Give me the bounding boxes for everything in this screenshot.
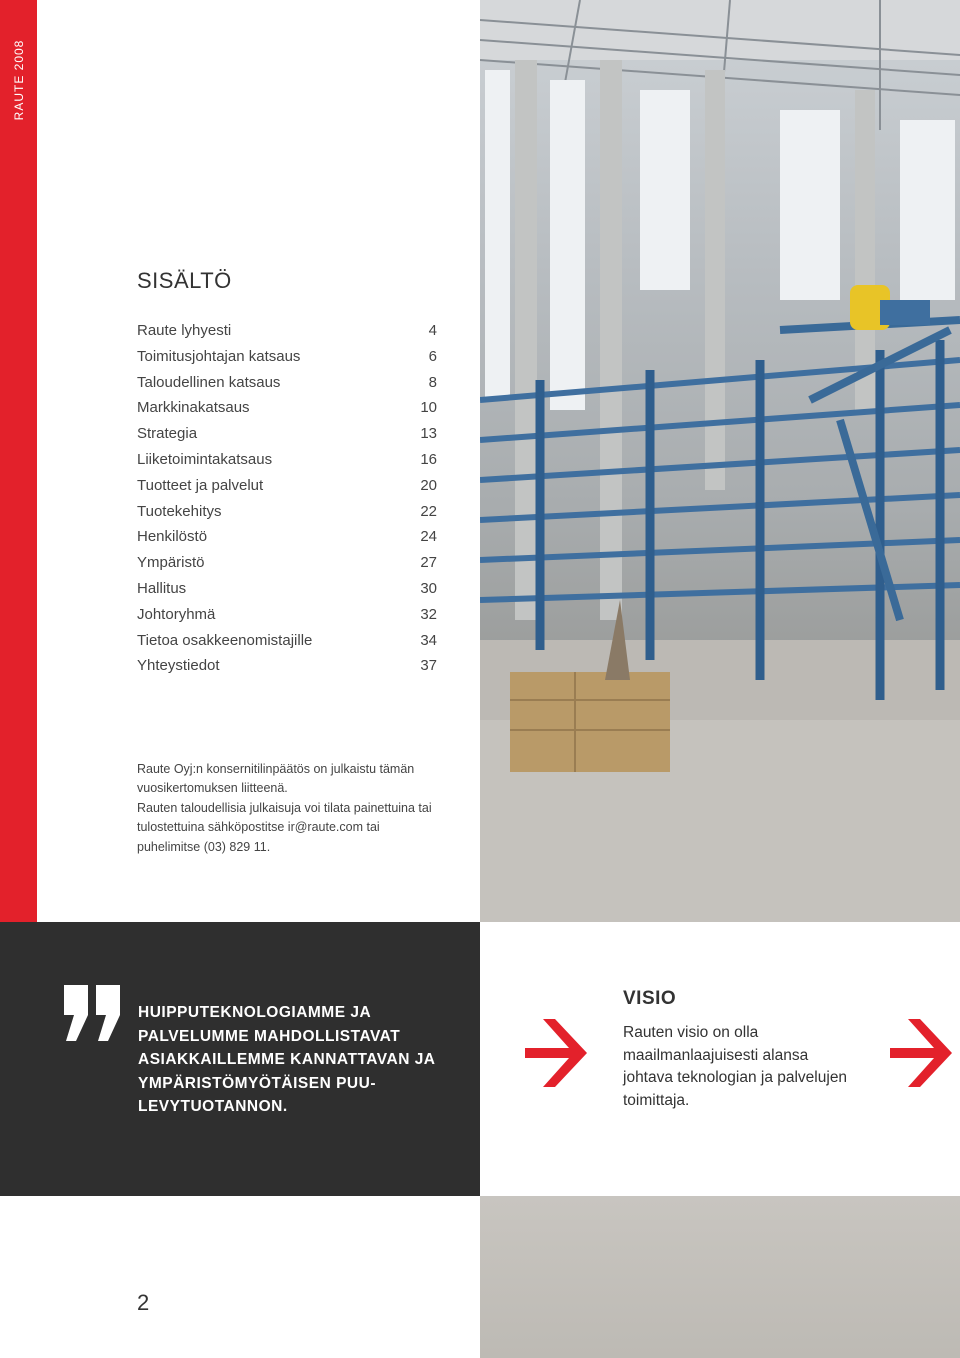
toc-item-label: Tuotteet ja palvelut	[137, 476, 264, 494]
toc-item-page: 30	[420, 579, 437, 597]
toc-item-label: Ympäristö	[137, 554, 205, 572]
toc-item-label: Hallitus	[137, 579, 187, 597]
toc-item-page: 16	[420, 450, 437, 468]
toc-item-label: Henkilöstö	[137, 528, 208, 546]
toc-item[interactable]	[137, 524, 437, 550]
toc-list	[137, 318, 437, 679]
toc-item-page: 37	[420, 657, 437, 675]
toc-item-page: 10	[420, 399, 437, 417]
toc-item[interactable]	[137, 550, 437, 576]
toc-item-page: 13	[420, 425, 437, 443]
toc-item-page: 6	[428, 347, 437, 365]
toc-item-page: 24	[420, 528, 437, 546]
toc-item-page: 32	[420, 605, 437, 623]
factory-illustration	[480, 0, 960, 922]
toc-item[interactable]	[137, 447, 437, 473]
toc-item-page: 22	[420, 502, 437, 520]
toc-title: SISÄLTÖ	[137, 268, 232, 293]
toc-item-label: Markkinakatsaus	[137, 399, 250, 417]
toc-item[interactable]	[137, 318, 437, 344]
arrow-right-icon	[525, 1015, 591, 1091]
toc-item-label: Tietoa osakkeenomistajille	[137, 631, 313, 649]
vision-text: Rauten visio on olla maailmanlaajuisesti alansa johtava teknologian ja palvelujen toimittaja.	[623, 1024, 848, 1109]
vision-title: VISIO	[623, 988, 677, 1009]
toc-item-label: Tuotekehitys	[137, 502, 222, 520]
toc-item[interactable]	[137, 499, 437, 525]
factory-photo	[480, 0, 960, 922]
toc-item-label: Raute lyhyesti	[137, 322, 232, 339]
toc-item[interactable]	[137, 473, 437, 499]
toc-item-label: Taloudellinen katsaus	[137, 373, 281, 391]
photo-floor	[480, 1196, 960, 1358]
note-line-2: Rauten taloudellisia julkaisuja voi tilata painettuina tai tulostettuina sähköpostitse ir@raute.com tai puhelimitse (03) 829 11.	[137, 800, 432, 854]
toc-item[interactable]	[137, 421, 437, 447]
publication-note	[137, 760, 437, 857]
toc-item[interactable]	[137, 395, 437, 421]
arrow-right-icon	[890, 1015, 960, 1091]
side-strip	[0, 0, 37, 922]
toc-item-label: Johtoryhmä	[137, 605, 216, 623]
page-number: 2	[137, 1290, 150, 1315]
toc-item[interactable]	[137, 602, 437, 628]
side-label: RAUTE 2008	[11, 39, 26, 121]
toc-item-page: 8	[428, 373, 437, 391]
toc-item-label: Strategia	[137, 425, 198, 443]
toc-item[interactable]	[137, 344, 437, 370]
toc-item-page: 20	[420, 476, 437, 494]
toc-item-label: Liiketoimintakatsaus	[137, 450, 273, 468]
quote-text: HUIPPUTEKNOLOGIAMME JA PALVELUMME MAHDOLLISTAVAT ASIAKKAILLEMME KANNATTAVAN JA YMPÄRISTÖMYÖTÄISEN PUU-LEVYTUOTANNON.	[138, 1004, 435, 1115]
quote-mark-icon	[62, 985, 124, 1055]
note-line-1: Raute Oyj:n konsernitilinpäätös on julkaistu tämän vuosikertomuksen liitteenä.	[137, 762, 415, 796]
toc-item[interactable]	[137, 628, 437, 654]
toc-item[interactable]	[137, 370, 437, 396]
toc-item[interactable]	[137, 576, 437, 602]
toc-item-page: 34	[420, 631, 437, 649]
toc-item[interactable]	[137, 653, 437, 679]
toc-item-label: Yhteystiedot	[137, 657, 220, 675]
toc-item-page: 27	[420, 554, 437, 572]
toc-item-page: 4	[428, 322, 437, 339]
toc-item-label: Toimitusjohtajan katsaus	[137, 347, 301, 365]
